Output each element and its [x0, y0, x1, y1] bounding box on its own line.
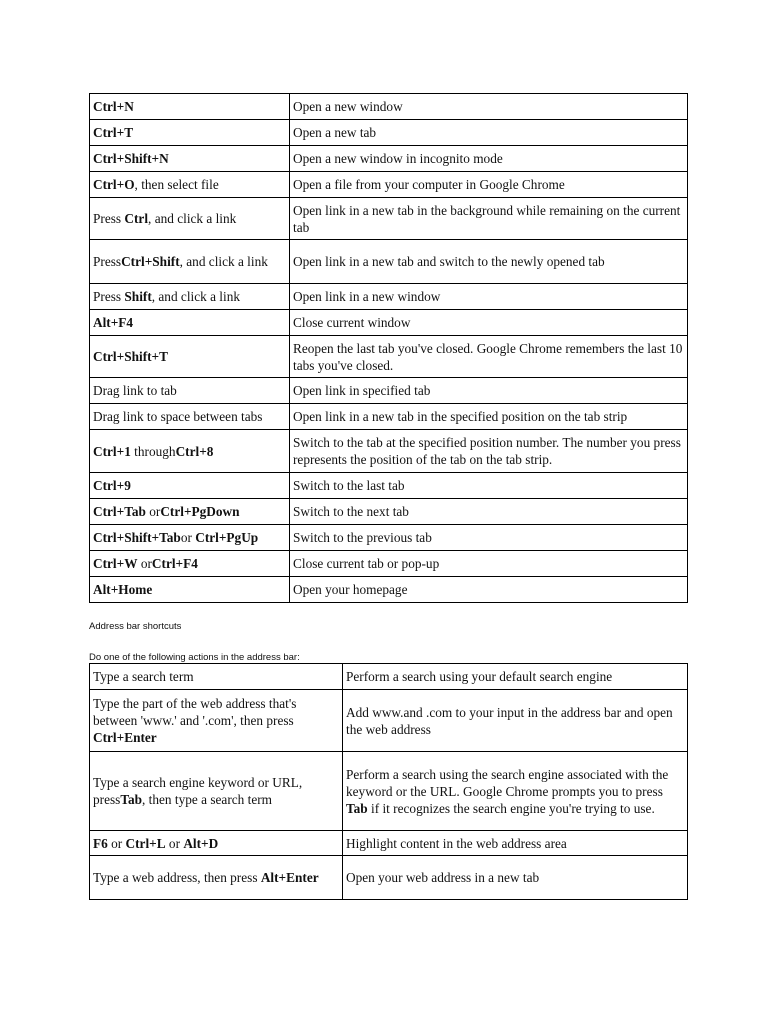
- shortcut-action-cell: Open your homepage: [290, 577, 688, 603]
- shortcut-action-cell: Perform a search using your default search engine: [343, 664, 688, 690]
- shortcut-action-cell: Switch to the previous tab: [290, 525, 688, 551]
- table-row: [90, 240, 688, 284]
- cell-text: Press: [93, 289, 125, 304]
- shortcut-key: Ctrl+PgUp: [195, 530, 259, 545]
- table-row: [90, 551, 688, 577]
- shortcut-key: Ctrl+T: [93, 125, 134, 140]
- table-row: [90, 404, 688, 430]
- shortcut-action-cell: Add www.and .com to your input in the address bar and open the web address: [343, 690, 688, 752]
- table-row: [90, 310, 688, 336]
- shortcut-action-cell: Close current window: [290, 310, 688, 336]
- address-bar-heading: Address bar shortcuts: [89, 621, 182, 632]
- shortcut-keys-cell: [90, 378, 290, 404]
- shortcut-keys-cell: [90, 336, 290, 378]
- cell-text: Perform a search using the search engine associated with the keyword or the URL. Google Chrome prompts you to press: [346, 766, 669, 799]
- shortcut-keys-cell: [90, 577, 290, 603]
- shortcut-action-cell: Open a new tab: [290, 120, 688, 146]
- shortcut-keys-cell: [90, 525, 290, 551]
- shortcut-key: Ctrl+Shift: [121, 254, 180, 269]
- shortcut-action-cell: Open link in specified tab: [290, 378, 688, 404]
- shortcut-key: F6: [93, 835, 108, 851]
- shortcut-keys-cell: [90, 752, 343, 831]
- shortcut-key: Ctrl+N: [93, 99, 134, 114]
- cell-text: or: [165, 835, 184, 851]
- cell-text: through: [130, 443, 176, 459]
- table-row: [90, 473, 688, 499]
- shortcut-key: Tab: [346, 800, 368, 816]
- cell-text: Drag link to space between tabs: [93, 409, 263, 424]
- cell-text: , and click a link: [148, 211, 237, 226]
- shortcut-keys-cell: [90, 284, 290, 310]
- shortcut-action-cell: Reopen the last tab you've closed. Google Chrome remembers the last 10 tabs you've closed.: [290, 336, 688, 378]
- cell-text: , then type a search term: [142, 792, 272, 807]
- shortcut-key: Alt+Home: [93, 582, 153, 597]
- cell-text: Type a search term: [93, 669, 194, 684]
- keyboard-shortcuts-body: [90, 94, 688, 603]
- shortcut-action-cell: Highlight content in the web address area: [343, 831, 688, 856]
- cell-text: Type a web address, then press: [93, 870, 261, 885]
- shortcut-key: Ctrl+Tab: [93, 504, 146, 519]
- shortcut-action-cell: Switch to the last tab: [290, 473, 688, 499]
- shortcut-action-cell: Open link in a new window: [290, 284, 688, 310]
- cell-text: Drag link to tab: [93, 383, 177, 398]
- table-row: [90, 690, 688, 752]
- shortcut-keys-cell: [90, 240, 290, 284]
- shortcut-key: Shift: [124, 289, 152, 304]
- shortcut-key: Ctrl+1: [93, 443, 131, 459]
- shortcut-key: Ctrl+PgDown: [160, 504, 240, 519]
- table-row: [90, 94, 688, 120]
- shortcut-key: Ctrl+O: [93, 177, 135, 192]
- keyboard-shortcuts-table: [89, 93, 688, 603]
- shortcut-keys-cell: [90, 499, 290, 525]
- table-row: [90, 378, 688, 404]
- address-bar-shortcuts-body: [90, 664, 688, 900]
- shortcut-action-cell: Open link in a new tab in the background while remaining on the current tab: [290, 198, 688, 240]
- shortcut-key: Ctrl: [124, 211, 149, 226]
- table-row: [90, 284, 688, 310]
- shortcut-action-cell: Open your web address in a new tab: [343, 856, 688, 900]
- shortcut-key: Ctrl+L: [125, 835, 166, 851]
- table-row: [90, 525, 688, 551]
- shortcut-key: Ctrl+Enter: [93, 730, 157, 745]
- shortcut-key: Ctrl+9: [93, 478, 131, 493]
- cell-text: , and click a link: [151, 289, 240, 304]
- table-row: [90, 577, 688, 603]
- cell-text: if it recognizes the search engine you're trying to use.: [367, 800, 655, 816]
- shortcut-action-cell: Switch to the next tab: [290, 499, 688, 525]
- shortcut-keys-cell: [90, 551, 290, 577]
- cell-text: or: [180, 530, 196, 545]
- address-bar-shortcuts-table: [89, 663, 688, 900]
- cell-text: , then select file: [134, 177, 219, 192]
- shortcut-key: Alt+Enter: [260, 870, 319, 885]
- cell-text: Type a search engine keyword or URL, press: [93, 775, 303, 807]
- shortcut-keys-cell: [90, 198, 290, 240]
- shortcut-keys-cell: [90, 146, 290, 172]
- shortcut-key: Ctrl+Shift+T: [93, 349, 168, 364]
- address-bar-intro: Do one of the following actions in the address bar:: [89, 652, 300, 663]
- shortcut-keys-cell: [90, 404, 290, 430]
- shortcut-action-cell: Close current tab or pop-up: [290, 551, 688, 577]
- cell-text: or: [107, 835, 126, 851]
- shortcut-action-cell: Open a file from your computer in Google Chrome: [290, 172, 688, 198]
- shortcut-action-cell: Open link in a new tab and switch to the newly opened tab: [290, 240, 688, 284]
- cell-text: Press: [93, 211, 125, 226]
- shortcut-keys-cell: [90, 172, 290, 198]
- table-row: [90, 146, 688, 172]
- shortcut-key: Ctrl+W: [93, 556, 138, 571]
- shortcut-action-cell: Open a new window: [290, 94, 688, 120]
- shortcut-keys-cell: [90, 473, 290, 499]
- shortcut-action-cell: [343, 752, 688, 831]
- table-row: [90, 499, 688, 525]
- shortcut-keys-cell: [90, 120, 290, 146]
- shortcut-key: Tab: [120, 792, 143, 807]
- shortcut-action-cell: Open a new window in incognito mode: [290, 146, 688, 172]
- cell-text: or: [137, 556, 152, 571]
- shortcut-key: Alt+F4: [93, 315, 134, 330]
- table-row: [90, 198, 688, 240]
- shortcut-key: Ctrl+Shift+N: [93, 151, 169, 166]
- cell-text: Type the part of the web address that's between 'www.' and '.com', then press: [93, 696, 297, 728]
- table-row: [90, 336, 688, 378]
- shortcut-key: Ctrl+F4: [151, 556, 198, 571]
- shortcut-key: Alt+D: [183, 835, 219, 851]
- cell-text: Press: [93, 254, 122, 269]
- shortcut-key: Ctrl+Shift+Tab: [93, 530, 181, 545]
- table-row: [90, 752, 688, 831]
- shortcut-keys-cell: [90, 94, 290, 120]
- cell-text: , and click a link: [179, 254, 268, 269]
- table-row: [90, 120, 688, 146]
- shortcut-keys-cell: [90, 310, 290, 336]
- shortcut-keys-cell: [90, 690, 343, 752]
- shortcut-keys-cell: [90, 664, 343, 690]
- table-row: [90, 664, 688, 690]
- cell-text: or: [145, 504, 161, 519]
- table-row: [90, 172, 688, 198]
- shortcut-action-cell: Open link in a new tab in the specified position on the tab strip: [290, 404, 688, 430]
- table-row: [90, 430, 688, 473]
- shortcut-keys-cell: [90, 831, 343, 856]
- shortcut-action-cell: Switch to the tab at the specified position number. The number you press represents the position of the tab on the tab strip.: [290, 430, 688, 473]
- table-row: [90, 856, 688, 900]
- shortcut-keys-cell: [90, 856, 343, 900]
- shortcut-keys-cell: [90, 430, 290, 473]
- shortcut-key: Ctrl+8: [175, 443, 214, 459]
- table-row: [90, 831, 688, 856]
